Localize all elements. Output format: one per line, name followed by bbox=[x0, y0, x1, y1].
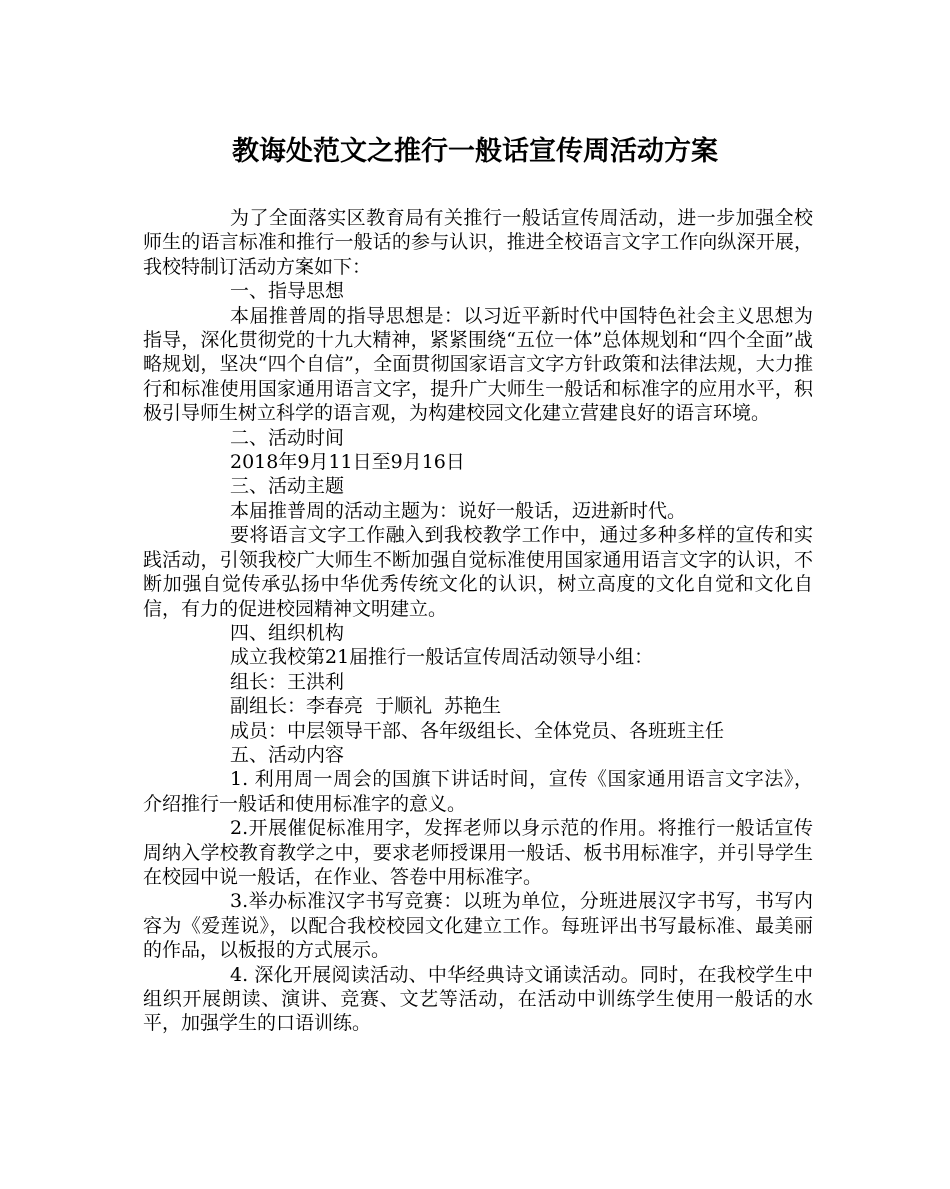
activity-theme-paragraph: 要将语言文字工作融入到我校教学工作中，通过多种多样的宣传和实践活动，引领我校广大师生不断加强自觉标准使用国家通用语言文字的认识，不断加强自觉传承弘扬中华优秀传统文化的认识，树立高度的文化自觉和文化自信，有力的促进校园精神文明建立。 bbox=[143, 524, 813, 620]
document-body bbox=[143, 206, 813, 1036]
guiding-ideology-paragraph: 本届推普周的指导思想是：以习近平新时代中国特色社会主义思想为指导，深化贯彻党的十九大精神，紧紧围绕“五位一体”总体规划和“四个全面”战略规划，坚决“四个自信”，全面贯彻国家语言文字方针政策和法律法规，大力推行和标准使用国家通用语言文字，提升广大师生一般话和标准字的应用水平，积极引导师生树立科学的语言观，为构建校园文化建立营建良好的语言环境。 bbox=[143, 304, 813, 425]
activity-item-1: 1. 利用周一周会的国旗下讲话时间，宣传《国家通用语言文字法》，介绍推行一般话和使用标准字的意义。 bbox=[143, 768, 813, 815]
organization-deputy-leaders: 副组长：李春亮 于顺礼 苏艳生 bbox=[230, 695, 502, 718]
organization-intro: 成立我校第21届推行一般话宣传周活动领导小组： bbox=[230, 646, 654, 669]
section-heading-guiding-ideology: 一、指导思想 bbox=[230, 280, 345, 303]
intro-paragraph: 为了全面落实区教育局有关推行一般话宣传周活动，进一步加强全校师生的语言标准和推行一般话的参与认识，推进全校语言文字工作向纵深开展，我校特制订活动方案如下： bbox=[143, 207, 813, 278]
activity-item-4: 4. 深化开展阅读活动、中华经典诗文诵读活动。同时，在我校学生中组织开展朗读、演讲、竞赛、文艺等活动，在活动中训练学生使用一般话的水平，加强学生的口语训练。 bbox=[143, 963, 813, 1035]
section-heading-activity-time: 二、活动时间 bbox=[230, 426, 345, 449]
activity-item-3: 3.举办标准汉字书写竞赛：以班为单位，分班进展汉字书写，书写内容为《爱莲说》，以配合我校校园文化建立工作。每班评出书写最标准、最美丽的作品，以板报的方式展示。 bbox=[143, 890, 813, 962]
section-heading-activity-theme: 三、活动主题 bbox=[230, 475, 345, 498]
document-title: 教诲处范文之推行一般话宣传周活动方案 bbox=[232, 136, 718, 167]
section-heading-activity-content: 五、活动内容 bbox=[230, 743, 345, 766]
activity-theme-text: 本届推普周的活动主题为：说好一般话，迈进新时代。 bbox=[230, 499, 687, 522]
organization-members: 成员：中层领导干部、各年级组长、全体党员、各班班主任 bbox=[230, 719, 725, 742]
activity-time-text: 2018年9月11日至9月16日 bbox=[230, 451, 465, 474]
organization-leader: 组长：王洪利 bbox=[230, 670, 345, 693]
section-heading-organization: 四、组织机构 bbox=[230, 621, 345, 644]
activity-item-2: 2.开展催促标准用字，发挥老师以身示范的作用。将推行一般话宣传周纳入学校教育教学之中，要求老师授课用一般话、板书用标准字，并引导学生在校园中说一般话，在作业、答卷中用标准字。 bbox=[143, 817, 813, 888]
